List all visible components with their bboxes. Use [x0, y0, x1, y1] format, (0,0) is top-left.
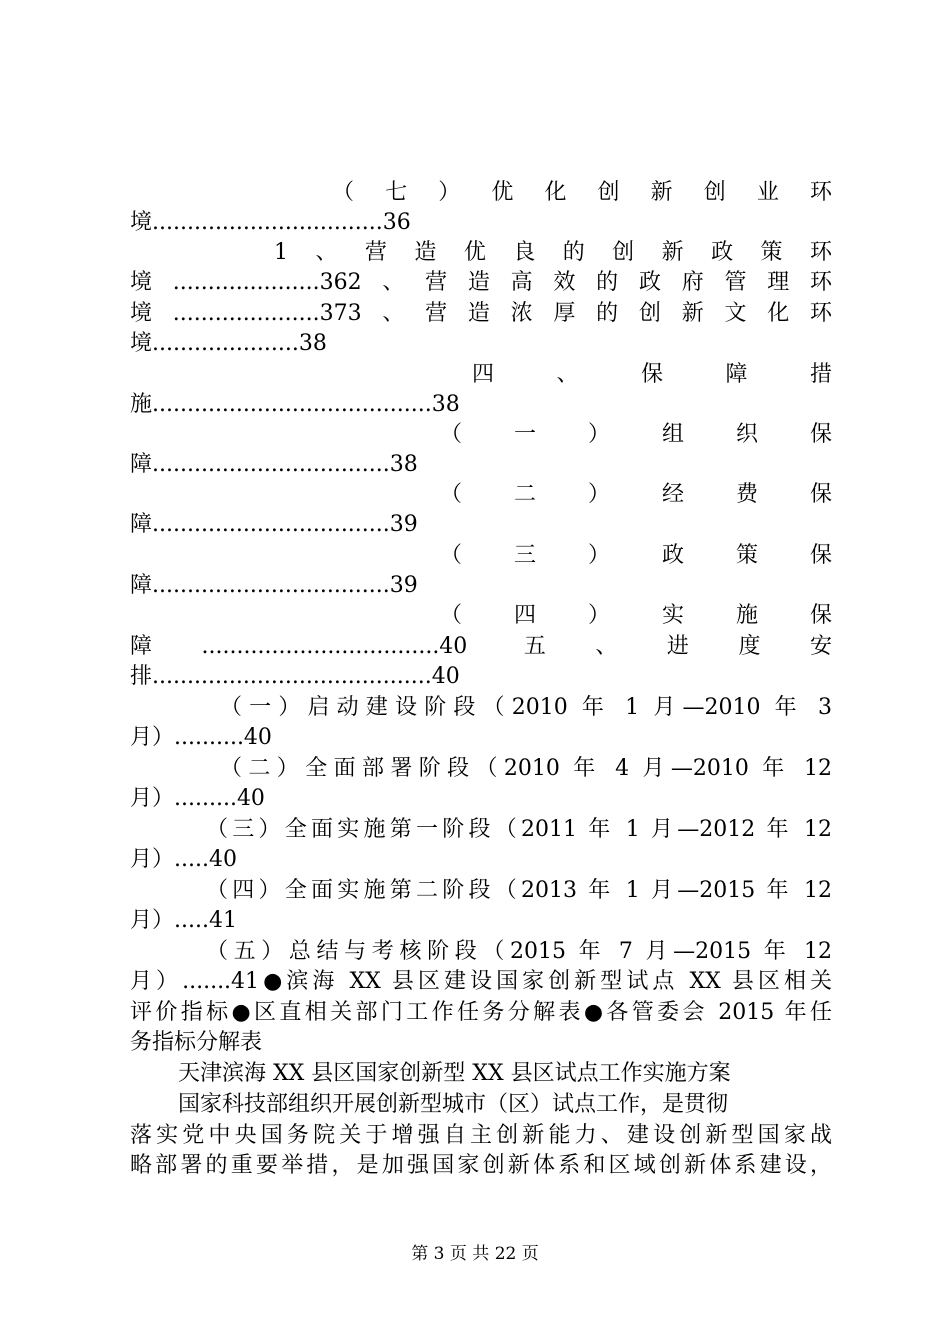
toc-line: （一）组织保	[440, 422, 832, 447]
toc-line: （四）实施保	[440, 603, 832, 628]
paragraph-line: 略部署的重要举措，是加强国家创新体系和区域创新体系建设，	[130, 1153, 832, 1178]
toc-line: （三）政策保	[440, 543, 832, 568]
toc-line: 境.....................373、营造浓厚的创新文化环	[130, 301, 832, 326]
toc-line: 务指标分解表	[130, 1030, 263, 1055]
toc-line: 四、保障措	[472, 362, 832, 387]
page-footer: 第 3 页 共 22 页	[411, 1244, 539, 1264]
toc-line: 评价指标●区直相关部门工作任务分解表●各管委会 2015 年任	[130, 1000, 832, 1025]
toc-line: （二）经费保	[440, 482, 832, 507]
toc-line: （二）全面部署阶段（2010 年 4 月—2010 年 12	[220, 756, 832, 781]
toc-line: 排........................................40	[130, 664, 460, 689]
toc-line: （七）优化创新创业环	[332, 180, 832, 205]
toc-line: 月）.........40	[130, 786, 265, 811]
toc-line: （三）全面实施第一阶段（2011 年 1 月—2012 年 12	[206, 817, 832, 842]
toc-line: 境.....................38	[130, 331, 327, 356]
toc-line: 月）..........40	[130, 725, 272, 750]
toc-line: 障..................................39	[130, 512, 418, 537]
toc-line: 境.................................36	[130, 210, 411, 235]
toc-line: 月）.......41●滨海 XX 县区建设国家创新型试点 XX 县区相关	[130, 969, 832, 994]
paragraph-line: 落实党中央国务院关于增强自主创新能力、建设创新型国家战	[130, 1123, 832, 1148]
toc-line: 障..................................39	[130, 573, 418, 598]
document-title: 天津滨海 XX 县区国家创新型 XX 县区试点工作实施方案	[178, 1061, 731, 1086]
toc-line: 障..................................38	[130, 452, 418, 477]
toc-line: 月）.....40	[130, 847, 237, 872]
toc-line: 1、营造优良的创新政策环	[274, 240, 832, 265]
toc-line: 障..................................40 五、进度安	[130, 634, 832, 659]
toc-line: （五）总结与考核阶段（2015 年 7 月—2015 年 12	[206, 939, 832, 964]
toc-line: 施........................................38	[130, 392, 460, 417]
toc-line: （一）启动建设阶段（2010 年 1 月—2010 年 3	[220, 695, 832, 720]
paragraph-line: 国家科技部组织开展创新型城市（区）试点工作，是贯彻	[178, 1092, 729, 1117]
toc-line: 月）.....41	[130, 908, 237, 933]
toc-line: 境.....................362、营造高效的政府管理环	[130, 270, 832, 295]
toc-line: （四）全面实施第二阶段（2013 年 1 月—2015 年 12	[206, 878, 832, 903]
